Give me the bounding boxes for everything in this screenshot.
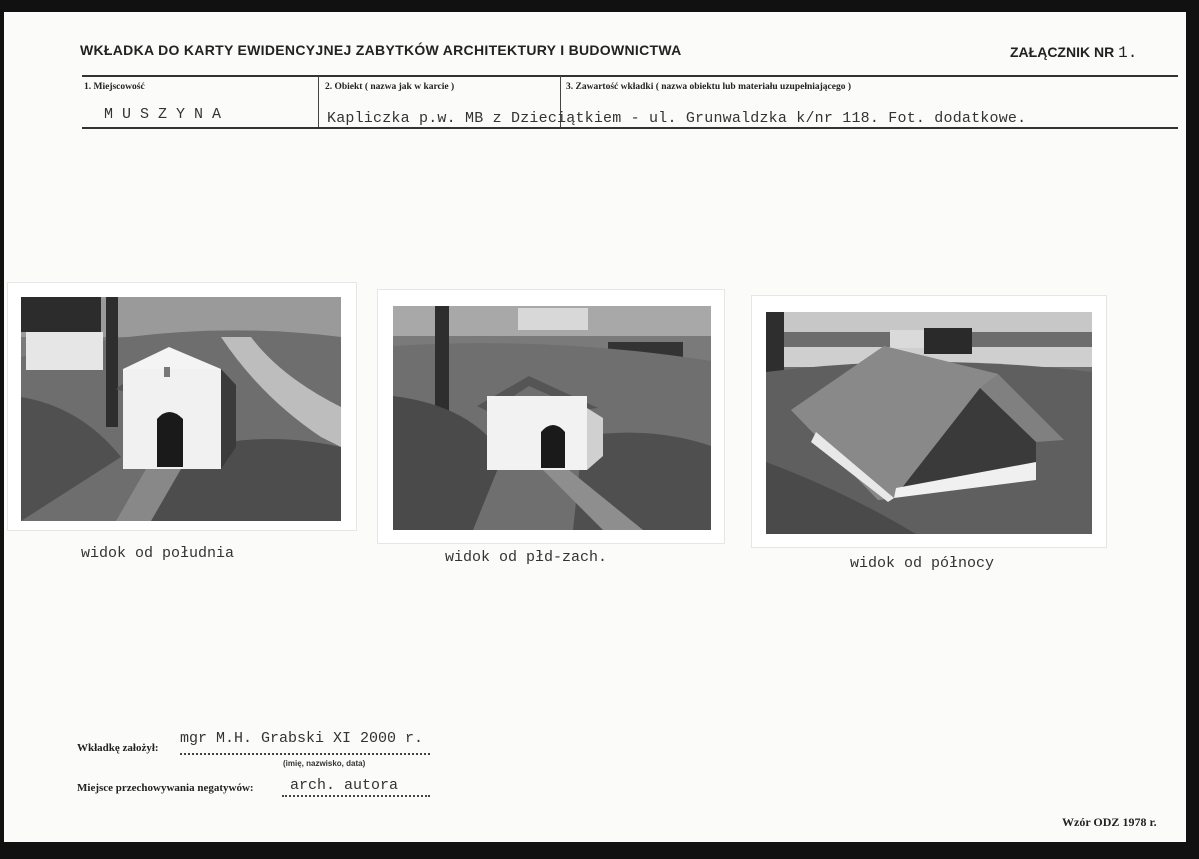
field-content-label [566, 82, 851, 92]
photo-caption-north: widok od północy [850, 555, 995, 572]
field-object-label-text: 2. Obiekt [325, 82, 363, 92]
field-object-hint: ( nazwa jak w karcie ) [364, 82, 455, 92]
place-value: MUSZYNA [104, 106, 231, 123]
photo-caption-south: widok od południa [81, 545, 235, 562]
field-place-label: 1. Miejscowość [84, 82, 145, 92]
photo-south-view [21, 297, 341, 521]
field-object-label [325, 82, 454, 92]
negatives-location-value: arch. autora [290, 777, 399, 794]
negatives-dotted-line [282, 795, 430, 797]
document-title: WKŁADKA DO KARTY EWIDENCYJNEJ ZABYTKÓW ARCHITEKTURY I BUDOWNICTWA [80, 42, 682, 58]
annex-label-text: ZAŁĄCZNIK NR [1010, 44, 1115, 60]
header-rule-top [82, 75, 1178, 77]
created-by-value: mgr M.H. Grabski XI 2000 r. [180, 730, 424, 747]
annex-number: 1. [1118, 44, 1138, 62]
negatives-location-label: Miejsce przechowywania negatywów: [77, 782, 254, 794]
photo-north-view [766, 312, 1092, 534]
created-by-dotted-line [180, 753, 430, 755]
created-by-hint: (imię, nazwisko, data) [283, 759, 366, 768]
header-rule-bottom [82, 127, 1178, 129]
form-model-label: Wzór ODZ 1978 r. [1062, 815, 1157, 829]
photo-southwest-view [393, 306, 711, 530]
header-separator-1 [318, 76, 319, 127]
object-value: Kapliczka p.w. MB z Dzieciątkiem - ul. Grunwaldzka k/nr 118. Fot. dodatkowe. [327, 110, 1027, 127]
field-content-label-text: 3. Zawartość wkładki [566, 82, 654, 92]
field-content-hint: ( nazwa obiektu lub materiału uzupełniającego ) [655, 82, 852, 92]
annex-label [1010, 44, 1137, 62]
photo-caption-southwest: widok od płd-zach. [445, 549, 608, 566]
created-by-label: Wkładkę założył: [77, 742, 159, 754]
